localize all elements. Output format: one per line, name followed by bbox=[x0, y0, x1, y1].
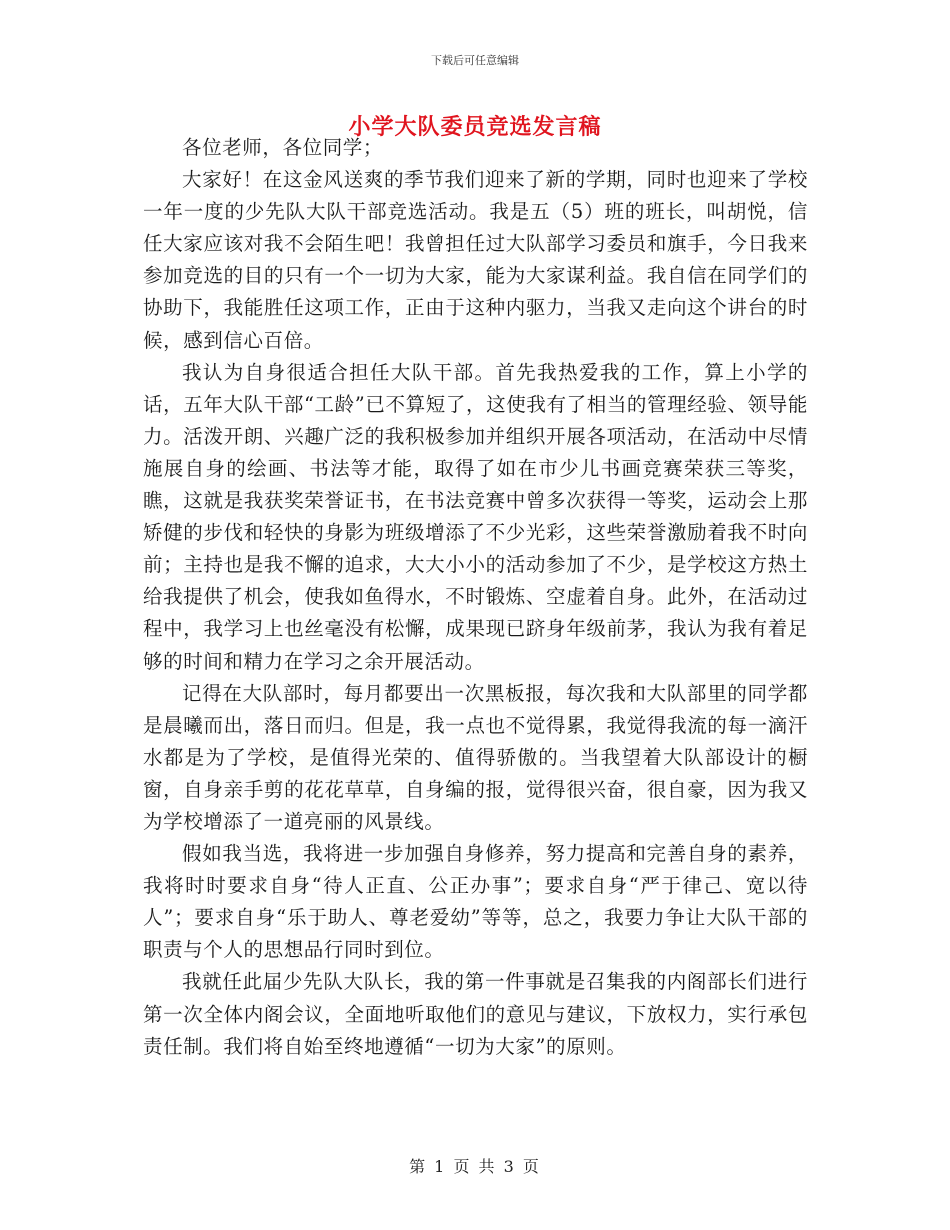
header-note: 下载后可任意编辑 bbox=[431, 54, 519, 67]
salutation: 各位老师，各位同学； bbox=[182, 136, 384, 159]
paragraph-3: 记得在大队部时，每月都要出一次黑板报，每次我和大队部里的同学都是晨曦而出，落日而归。但是，我一点也不觉得累，我觉得我流的每一滴汗水都是为了学校，是值得光荣的、值得骄傲的。当我望着大队部设计的橱窗，自身亲手剪的花花草草，自身编的报，觉得很兴奋，很自豪，因为我又为学校增添了一道亮丽的风景线。 bbox=[143, 681, 808, 833]
paragraph-4: 假如我当选，我将进一步加强自身修养，努力提高和完善自身的素养，我将时时要求自身“待人正直、公正办事”；要求自身“严于律己、宽以待人”；要求自身“乐于助人、尊老爱幼”等等，总之，我要力争让大队干部的职责与个人的思想品行同时到位。 bbox=[143, 842, 808, 962]
document-body bbox=[143, 132, 808, 1063]
document-title: 小学大队委员竞选发言稿 bbox=[348, 115, 602, 140]
paragraph-5: 我就任此届少先队大队长，我的第一件事就是召集我的内阁部长们进行第一次全体内阁会议，全面地听取他们的意见与建议，下放权力，实行承包责任制。我们将自始至终地遵循“一切为大家”的原则。 bbox=[143, 970, 808, 1058]
page-number: 第 1 页 共 3 页 bbox=[409, 1157, 541, 1176]
paragraph-1: 大家好！在这金风送爽的季节我们迎来了新的学期，同时也迎来了学校一年一度的少先队大队干部竞选活动。我是五（5）班的班长，叫胡悦，信任大家应该对我不会陌生吧！我曾担任过大队部学习委员和旗手，今日我来参加竞选的目的只有一个一切为大家，能为大家谋利益。我自信在同学们的协助下，我能胜任这项工作，正由于这种内驱力，当我又走向这个讲台的时候，感到信心百倍。 bbox=[143, 168, 808, 352]
paragraph-2: 我认为自身很适合担任大队干部。首先我热爱我的工作，算上小学的话，五年大队干部“工龄”已不算短了，这使我有了相当的管理经验、领导能力。活泼开朗、兴趣广泛的我积极参加并组织开展各项活动，在活动中尽情施展自身的绘画、书法等才能，取得了如在市少儿书画竞赛荣获三等奖，瞧，这就是我获奖荣誉证书，在书法竞赛中曾多次获得一等奖，运动会上那矫健的步伐和轻快的身影为班级增添了不少光彩，这些荣誉激励着我不时向前；主持也是我不懈的追求，大大小小的活动参加了不少，是学校这方热土给我提供了机会，使我如鱼得水，不时锻炼、空虚着自身。此外，在活动过程中，我学习上也丝毫没有松懈，成果现已跻身年级前茅，我认为我有着足够的时间和精力在学习之余开展活动。 bbox=[143, 360, 808, 673]
